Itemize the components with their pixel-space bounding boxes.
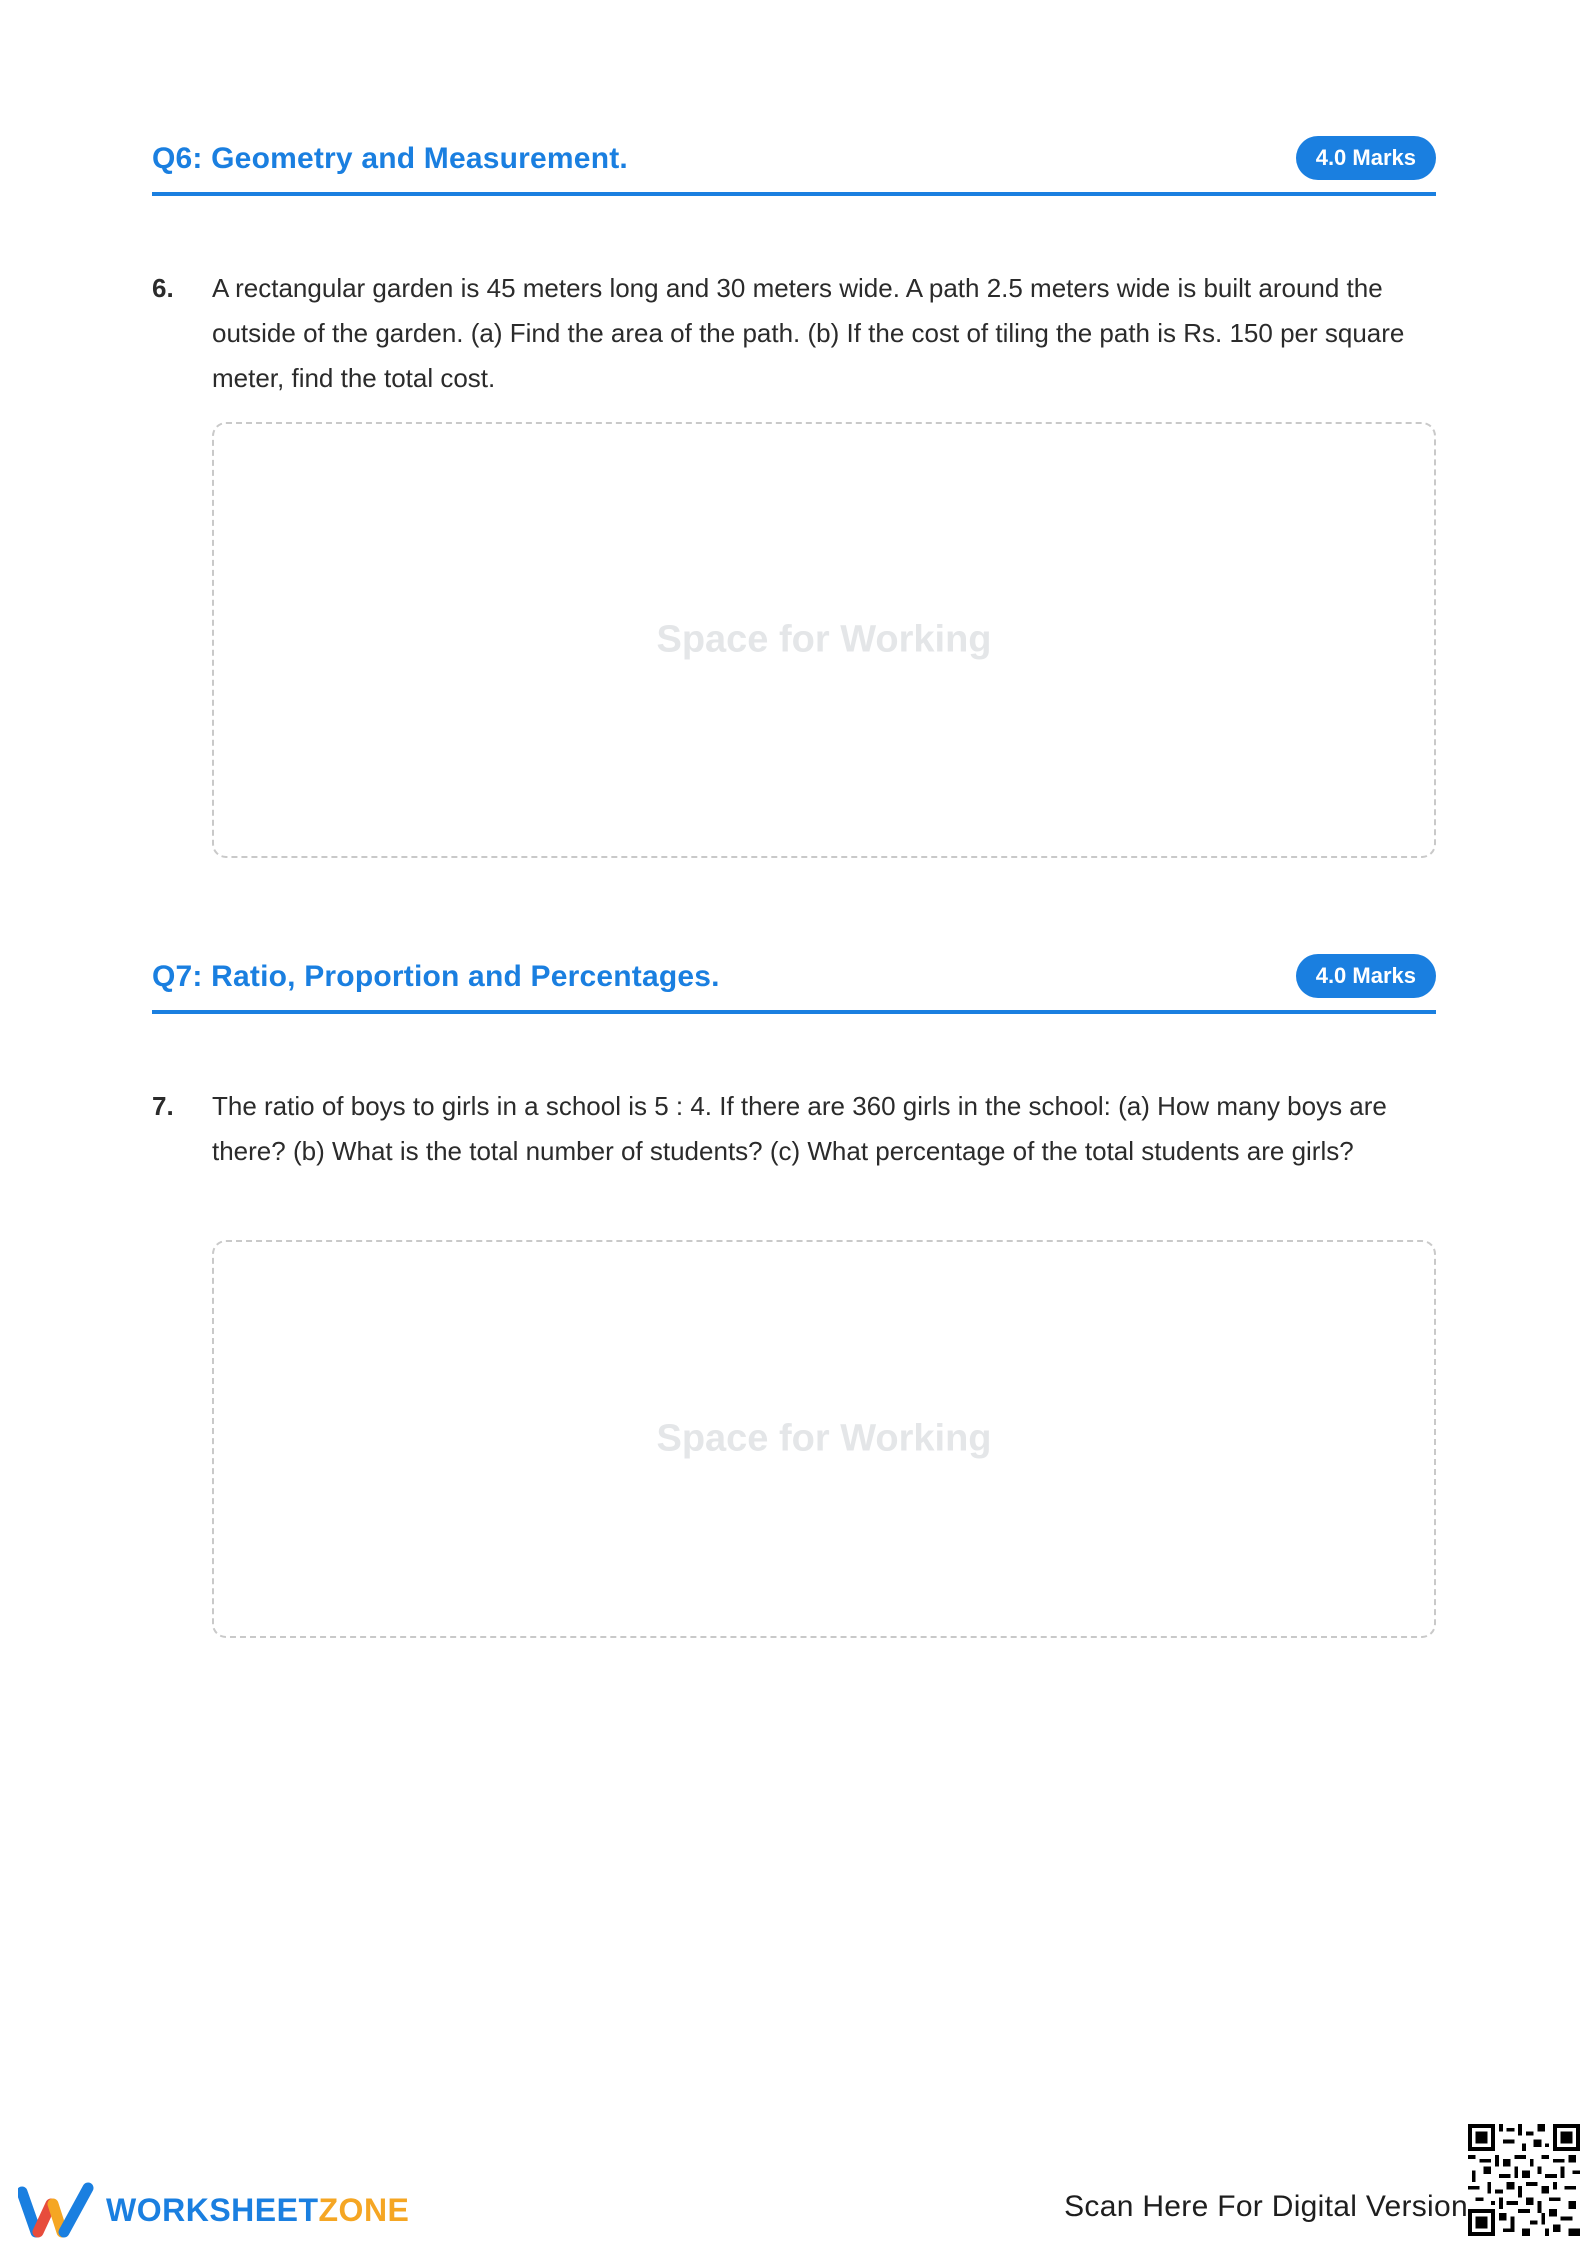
working-space-box[interactable] (212, 1240, 1436, 1638)
question-number: 6. (152, 273, 174, 303)
qr-code-icon[interactable] (1468, 2124, 1580, 2236)
worksheetzone-logo[interactable] (18, 2182, 409, 2238)
logo-text-part2: ZONE (318, 2191, 410, 2228)
logo-text-part1: WORKSHEET (106, 2191, 319, 2228)
question-text: The ratio of boys to girls in a school is 5 : 4. If there are 360 girls in the school: (a) How many boys are there? (b) What is the total number of students? (c) What percentage of the total students are girls? (212, 1091, 1387, 1166)
question-text: A rectangular garden is 45 meters long and 30 meters wide. A path 2.5 meters wide is built around the outside of the garden. (a) Find the area of the path. (b) If the cost of tiling the path is Rs. 150 per square meter, find the total cost. (212, 273, 1405, 393)
question-number: 7. (152, 1091, 174, 1121)
scan-instruction: Scan Here For Digital Version (1064, 2190, 1468, 2223)
section-title: Q7: Ratio, Proportion and Percentages. (152, 960, 720, 993)
section-title: Q6: Geometry and Measurement. (152, 142, 628, 175)
working-space-label: Space for Working (656, 1417, 992, 1460)
marks-badge: 4.0 Marks (1296, 954, 1436, 998)
logo-w-icon (18, 2182, 94, 2238)
working-space-box[interactable] (212, 422, 1436, 858)
working-space-label: Space for Working (656, 618, 992, 661)
section-header-q6 (152, 136, 1436, 196)
marks-badge: 4.0 Marks (1296, 136, 1436, 180)
section-header-q7 (152, 954, 1436, 1014)
logo-text (106, 2192, 409, 2229)
